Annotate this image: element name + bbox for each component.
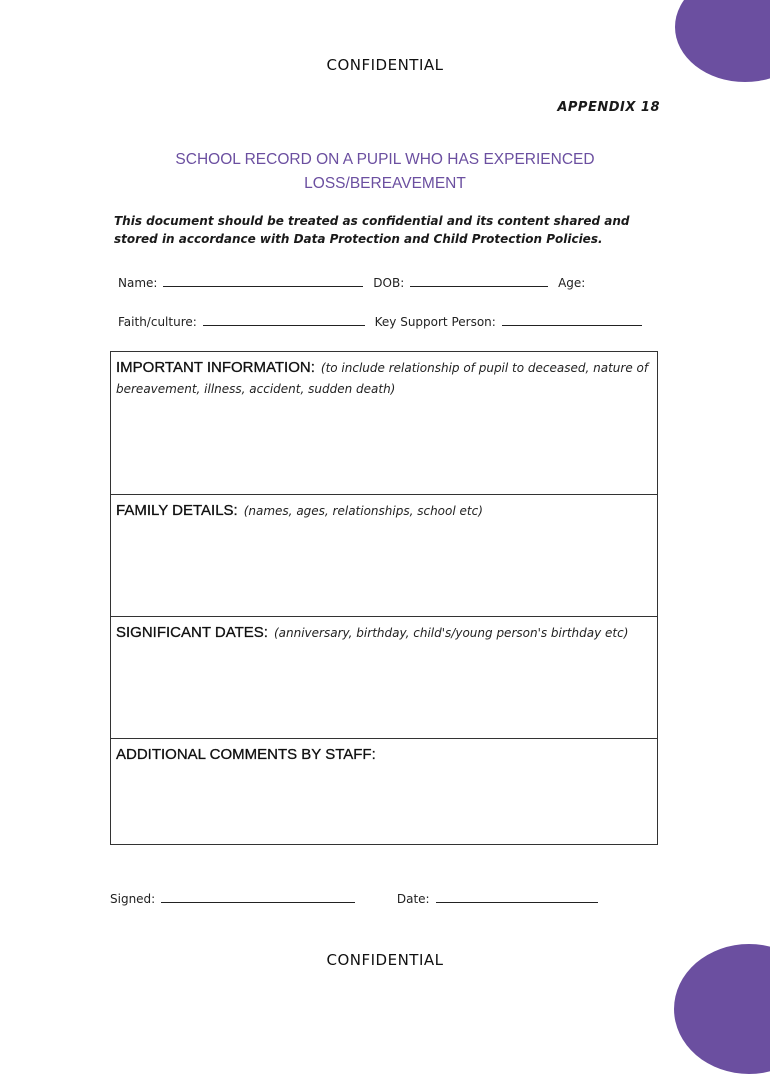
appendix-label: APPENDIX 18	[557, 100, 660, 115]
family-details-note: (names, ages, relationships, school etc)	[243, 504, 483, 518]
significant-dates-section[interactable]	[111, 616, 657, 738]
faith-culture-label: Faith/culture:	[118, 315, 197, 329]
significant-dates-heading: SIGNIFICANT DATES:	[116, 624, 268, 641]
confidential-header: CONFIDENTIAL	[326, 56, 444, 74]
date-label: Date:	[396, 892, 430, 906]
pupil-details-row	[118, 274, 585, 290]
additional-comments-heading: ADDITIONAL COMMENTS BY STAFF:	[116, 746, 376, 763]
document-title	[0, 148, 770, 196]
confidentiality-notice: This document should be treated as confidential and its content shared and stored in accordance with Data Protection and Child Protection Policies.	[114, 214, 630, 246]
dob-label: DOB:	[373, 276, 405, 290]
document-title-line2: LOSS/BEREAVEMENT	[304, 175, 466, 192]
important-information-note: (to include relationship of pupil to deceased, nature of bereavement, illness, accident, sudden death)	[116, 361, 649, 396]
age-label: Age:	[558, 276, 586, 290]
document-title-line1: SCHOOL RECORD ON A PUPIL WHO HAS EXPERIENCED	[175, 151, 595, 168]
support-details-row	[118, 313, 648, 329]
important-information-heading: IMPORTANT INFORMATION:	[116, 359, 315, 376]
name-label: Name:	[118, 276, 158, 290]
signed-field[interactable]	[161, 890, 355, 903]
name-field[interactable]	[163, 274, 363, 287]
record-form-table	[110, 351, 658, 845]
family-details-heading: FAMILY DETAILS:	[116, 502, 238, 519]
additional-comments-section[interactable]	[111, 738, 657, 844]
dob-field[interactable]	[410, 274, 548, 287]
faith-culture-field[interactable]	[203, 313, 365, 326]
confidential-footer: CONFIDENTIAL	[326, 951, 444, 969]
important-information-section[interactable]	[111, 352, 657, 495]
family-details-section[interactable]	[111, 494, 657, 616]
key-support-person-label: Key Support Person:	[374, 315, 496, 329]
signed-label: Signed:	[110, 892, 156, 906]
key-support-person-field[interactable]	[502, 313, 642, 326]
date-field[interactable]	[436, 890, 598, 903]
significant-dates-note: (anniversary, birthday, child's/young person's birthday etc)	[273, 626, 629, 640]
signature-row	[110, 890, 604, 906]
